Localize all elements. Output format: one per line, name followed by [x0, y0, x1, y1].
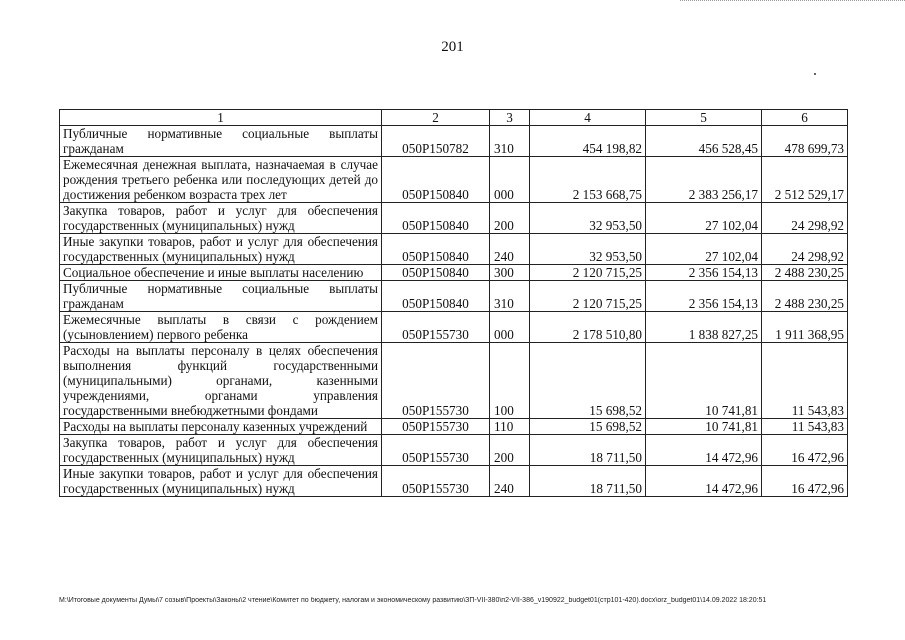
row-value-col6: 478 699,73 [762, 126, 848, 157]
row-value-col5: 27 102,04 [646, 203, 762, 234]
row-type-code: 000 [490, 312, 530, 343]
header-col-6: 6 [762, 110, 848, 126]
row-description: Публичные нормативные социальные выплаты гражданам [60, 126, 382, 157]
row-value-col6: 2 512 529,17 [762, 157, 848, 203]
table-row [60, 466, 848, 497]
row-value-col5: 456 528,45 [646, 126, 762, 157]
row-code: 050P155730 [382, 419, 490, 435]
row-code: 050P150840 [382, 157, 490, 203]
table-row [60, 312, 848, 343]
row-value-col6: 16 472,96 [762, 466, 848, 497]
row-description: Иные закупки товаров, работ и услуг для обеспечения государственных (муниципальных) нужд [60, 466, 382, 497]
row-value-col4: 454 198,82 [530, 126, 646, 157]
row-value-col4: 32 953,50 [530, 203, 646, 234]
header-col-5: 5 [646, 110, 762, 126]
table-row [60, 203, 848, 234]
row-type-code: 300 [490, 265, 530, 281]
row-value-col6: 16 472,96 [762, 435, 848, 466]
row-type-code: 240 [490, 234, 530, 265]
row-description: Иные закупки товаров, работ и услуг для обеспечения государственных (муниципальных) нужд [60, 234, 382, 265]
row-value-col5: 14 472,96 [646, 435, 762, 466]
row-type-code: 310 [490, 281, 530, 312]
row-value-col4: 2 153 668,75 [530, 157, 646, 203]
row-code: 050P150840 [382, 265, 490, 281]
row-type-code: 200 [490, 435, 530, 466]
table-row [60, 343, 848, 419]
table-row [60, 419, 848, 435]
top-dotted-rule [680, 0, 905, 1]
page-number: 201 [441, 39, 464, 55]
row-description: Расходы на выплаты персоналу казенных учреждений [60, 419, 382, 435]
table-row [60, 234, 848, 265]
row-description: Ежемесячная денежная выплата, назначаемая в случае рождения третьего ребенка или последующих детей до достижения ребенком возраста трех лет [60, 157, 382, 203]
row-type-code: 240 [490, 466, 530, 497]
row-value-col4: 18 711,50 [530, 435, 646, 466]
row-value-col5: 10 741,81 [646, 419, 762, 435]
row-code: 050P150840 [382, 234, 490, 265]
row-value-col4: 18 711,50 [530, 466, 646, 497]
row-value-col5: 2 356 154,13 [646, 281, 762, 312]
row-value-col5: 10 741,81 [646, 343, 762, 419]
row-value-col5: 2 383 256,17 [646, 157, 762, 203]
table-row [60, 157, 848, 203]
row-value-col6: 24 298,92 [762, 234, 848, 265]
row-code: 050P155730 [382, 312, 490, 343]
table-row [60, 435, 848, 466]
header-col-1: 1 [60, 110, 382, 126]
row-description: Закупка товаров, работ и услуг для обеспечения государственных (муниципальных) нужд [60, 435, 382, 466]
row-type-code: 200 [490, 203, 530, 234]
row-code: 050P155730 [382, 435, 490, 466]
table-row [60, 126, 848, 157]
table-header-row [60, 110, 848, 126]
table-row [60, 281, 848, 312]
row-description: Социальное обеспечение и иные выплаты населению [60, 265, 382, 281]
row-code: 050P150840 [382, 281, 490, 312]
row-value-col6: 11 543,83 [762, 419, 848, 435]
header-col-4: 4 [530, 110, 646, 126]
row-type-code: 000 [490, 157, 530, 203]
row-code: 050P150840 [382, 203, 490, 234]
row-value-col4: 2 120 715,25 [530, 281, 646, 312]
table-row [60, 265, 848, 281]
row-description: Ежемесячные выплаты в связи с рождением (усыновлением) первого ребенка [60, 312, 382, 343]
row-code: 050P150782 [382, 126, 490, 157]
row-value-col5: 2 356 154,13 [646, 265, 762, 281]
row-value-col4: 2 178 510,80 [530, 312, 646, 343]
row-value-col5: 14 472,96 [646, 466, 762, 497]
row-description: Публичные нормативные социальные выплаты гражданам [60, 281, 382, 312]
row-code: 050P155730 [382, 343, 490, 419]
budget-table [59, 109, 848, 497]
row-value-col6: 1 911 368,95 [762, 312, 848, 343]
row-value-col4: 15 698,52 [530, 343, 646, 419]
row-value-col4: 2 120 715,25 [530, 265, 646, 281]
row-value-col5: 1 838 827,25 [646, 312, 762, 343]
document-footer-path: М:\Итоговые документы Думы\7 созыв\Проекты\Законы\2 чтение\Комитет по бюджету, налогам и экономическому развитию\ЗП-VII-380\п2-VII-386_v190922_budget01(стр101-420).docx\orz_budget01\14.09.2022 18:20:51 [59, 597, 767, 604]
row-value-col6: 11 543,83 [762, 343, 848, 419]
row-description: Закупка товаров, работ и услуг для обеспечения государственных (муниципальных) нужд [60, 203, 382, 234]
row-type-code: 110 [490, 419, 530, 435]
row-type-code: 310 [490, 126, 530, 157]
header-col-2: 2 [382, 110, 490, 126]
row-description: Расходы на выплаты персоналу в целях обеспечения выполнения функций государственными (муниципальными) органами, казенными учреждениями, органами управления государственными внебюджетными фондами [60, 343, 382, 419]
row-value-col6: 2 488 230,25 [762, 281, 848, 312]
scan-speck [814, 73, 816, 75]
row-type-code: 100 [490, 343, 530, 419]
row-code: 050P155730 [382, 466, 490, 497]
row-value-col5: 27 102,04 [646, 234, 762, 265]
row-value-col4: 32 953,50 [530, 234, 646, 265]
row-value-col6: 2 488 230,25 [762, 265, 848, 281]
header-col-3: 3 [490, 110, 530, 126]
row-value-col4: 15 698,52 [530, 419, 646, 435]
row-value-col6: 24 298,92 [762, 203, 848, 234]
